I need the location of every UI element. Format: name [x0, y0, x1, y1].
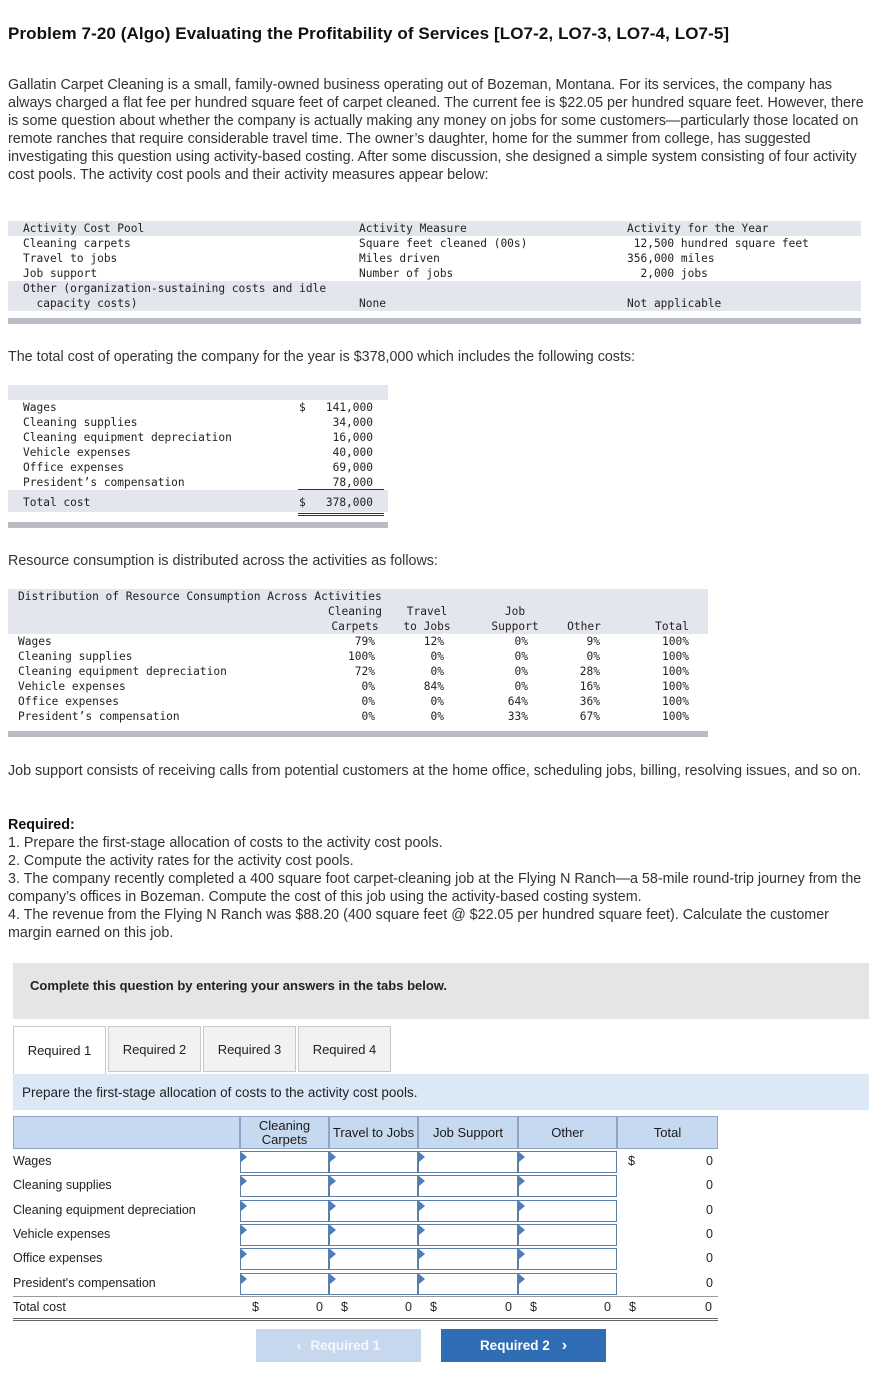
dist-travel-to-jobs: 12%	[423, 635, 444, 648]
next-button-label: Required 2	[479, 1338, 550, 1353]
dist-total: 100%	[662, 680, 689, 693]
dist-row-label: Cleaning equipment depreciation	[18, 665, 227, 678]
answer-header-total: Total	[617, 1116, 718, 1149]
answer-input-other[interactable]	[518, 1200, 617, 1222]
required-item-3: 3. The company recently completed a 400 square foot carpet-cleaning job at the Flying N Ranch—a 58-mile round-trip journey from the company’s offices in Bozeman. Compute the cost of this job using the activity-based costing system.	[8, 871, 862, 905]
answer-input-other[interactable]	[518, 1151, 617, 1173]
pool-name: Other (organization-sustaining costs and idle	[23, 282, 327, 295]
pool-name: Cleaning carpets	[23, 237, 131, 250]
answer-row-label: Vehicle expenses	[13, 1226, 111, 1241]
cost-dollar: $	[299, 401, 306, 414]
dist-job-support: 0%	[514, 665, 528, 678]
dist-cleaning-carpets: 0%	[361, 680, 375, 693]
pool-activity: 2,000 jobs	[627, 267, 708, 280]
dist-cleaning-carpets: 79%	[354, 635, 375, 648]
answer-input-other[interactable]	[518, 1273, 617, 1295]
dist-travel-to-jobs: 0%	[430, 650, 444, 663]
dist-job-support: 0%	[514, 680, 528, 693]
prev-button[interactable]	[256, 1329, 421, 1362]
cost-label: Vehicle expenses	[23, 446, 131, 459]
dist-total: 100%	[662, 710, 689, 723]
tab-required-1[interactable]: Required 1	[13, 1026, 106, 1074]
dist-row-label: Cleaning supplies	[18, 650, 133, 663]
answer-input-other[interactable]	[518, 1224, 617, 1246]
dist-head-tj2: to Jobs	[403, 620, 451, 633]
dist-total: 100%	[662, 665, 689, 678]
pool-measure: None	[359, 297, 386, 310]
required-item-4: 4. The revenue from the Flying N Ranch was $88.20 (400 square feet @ $22.05 per hundred square feet). Calculate the customer margin earned on this job.	[8, 907, 829, 941]
dist-total: 100%	[662, 695, 689, 708]
answer-row-total: 0	[706, 1178, 713, 1193]
answer-input-job-support[interactable]	[418, 1200, 518, 1222]
answer-header-job-support: Job Support	[418, 1116, 518, 1149]
instructions-box	[13, 963, 869, 1019]
answer-input-cleaning-carpets[interactable]	[240, 1175, 329, 1197]
cost-amount: 78,000	[332, 476, 373, 489]
dist-other: 16%	[579, 680, 600, 693]
dist-job-support: 0%	[514, 650, 528, 663]
dist-row-label: President’s compensation	[18, 710, 180, 723]
answer-header-blank	[13, 1116, 240, 1149]
answer-dollar: $	[628, 1154, 635, 1168]
dist-cleaning-carpets: 0%	[361, 695, 375, 708]
resource-text: Resource consumption is distributed across the activities as follows:	[8, 553, 438, 569]
cost-label: Office expenses	[23, 461, 125, 474]
cost-label: Wages	[23, 401, 57, 414]
prev-button-label: Required 1	[310, 1338, 381, 1353]
pool-measure: Square feet cleaned (00s)	[359, 237, 528, 250]
instruction-band	[13, 1074, 869, 1110]
answer-input-cleaning-carpets[interactable]	[240, 1273, 329, 1295]
dist-other: 36%	[579, 695, 600, 708]
answer-total-double-rule	[13, 1318, 718, 1321]
required-item-2: 2. Compute the activity rates for the activity cost pools.	[8, 853, 354, 869]
answer-input-travel-to-jobs[interactable]	[329, 1248, 418, 1270]
costs-bottom-rule	[8, 522, 388, 528]
answer-input-job-support[interactable]	[418, 1151, 518, 1173]
answer-total-label: Total cost	[13, 1300, 66, 1314]
pools-header-pool: Activity Cost Pool	[23, 222, 145, 235]
pool-measure: Miles driven	[359, 252, 440, 265]
answer-row-label: Cleaning supplies	[13, 1178, 112, 1193]
answer-input-travel-to-jobs[interactable]	[329, 1151, 418, 1173]
answer-header-other: Other	[518, 1116, 617, 1149]
intro-paragraph: Gallatin Carpet Cleaning is a small, family-owned business operating out of Bozeman, Montana. For its services, the company has always charged a flat fee per hundred square feet of carpet cleaned. The current fee is $22.05 per hundred square feet. However, there is some question about whether the company is actually making any money on jobs for some customers—particularly those located on remote ranches that require considerable travel time. The owner’s daughter, home for the summer from college, has suggested investigating this question using activity-based costing. After some discussion, she designed a simple system consisting of four activity cost pools. The activity cost pools and their activity measures appear below:	[8, 77, 864, 183]
dist-head-other: Other	[567, 620, 601, 633]
answer-header-cleaning-carpets: Cleaning Carpets	[240, 1116, 329, 1149]
dist-cleaning-carpets: 100%	[348, 650, 375, 663]
answer-input-cleaning-carpets[interactable]	[240, 1151, 329, 1173]
instruction-text: Prepare the first-stage allocation of costs to the activity cost pools.	[22, 1085, 418, 1100]
answer-input-travel-to-jobs[interactable]	[329, 1273, 418, 1295]
pool-activity: 356,000 miles	[627, 252, 715, 265]
answer-input-travel-to-jobs[interactable]	[329, 1224, 418, 1246]
dist-job-support: 0%	[514, 635, 528, 648]
answer-input-other[interactable]	[518, 1175, 617, 1197]
pool-activity: 12,500 hundred square feet	[627, 237, 809, 250]
cost-amount: 34,000	[332, 416, 373, 429]
answer-input-job-support[interactable]	[418, 1273, 518, 1295]
dist-total: 100%	[662, 635, 689, 648]
pools-header-activity: Activity for the Year	[627, 222, 769, 235]
answer-input-job-support[interactable]	[418, 1175, 518, 1197]
page-title: Problem 7-20 (Algo) Evaluating the Profitability of Services [LO7-2, LO7-3, LO7-4, LO7-5]	[8, 24, 730, 43]
job-support-text: Job support consists of receiving calls from potential customers at the home office, scheduling jobs, billing, resolving issues, and so on.	[8, 763, 862, 779]
dist-row-label: Wages	[18, 635, 52, 648]
answer-row-total: 0	[706, 1275, 713, 1290]
answer-input-cleaning-carpets[interactable]	[240, 1224, 329, 1246]
answer-row-total: 0	[706, 1226, 713, 1241]
answer-total-total: 0	[705, 1300, 712, 1314]
dist-other: 9%	[586, 635, 600, 648]
pool-name: capacity costs)	[23, 297, 138, 310]
pools-bottom-rule	[8, 318, 861, 324]
dist-travel-to-jobs: 84%	[423, 680, 444, 693]
costs-total-amount: 378,000	[325, 496, 373, 509]
answer-row-label: President's compensation	[13, 1275, 156, 1290]
answer-row-total: 0	[706, 1202, 713, 1217]
cost-amount: 40,000	[332, 446, 373, 459]
dist-caption: Distribution of Resource Consumption Across Activities	[18, 590, 382, 603]
answer-row-total: 0	[706, 1251, 713, 1266]
answer-row-total: 0	[706, 1154, 713, 1168]
cost-label: Cleaning equipment depreciation	[23, 431, 232, 444]
answer-row-label: Cleaning equipment depreciation	[13, 1202, 196, 1217]
dist-other: 67%	[579, 710, 600, 723]
tab-required-3[interactable]: Required 3	[203, 1026, 296, 1072]
dist-travel-to-jobs: 0%	[430, 665, 444, 678]
answer-input-job-support[interactable]	[418, 1224, 518, 1246]
next-button[interactable]	[441, 1329, 606, 1362]
answer-total-job-support: 0	[505, 1300, 512, 1314]
required-list	[8, 834, 876, 942]
dist-travel-to-jobs: 0%	[430, 710, 444, 723]
dist-job-support: 64%	[507, 695, 528, 708]
dist-other: 0%	[586, 650, 600, 663]
answer-total-dollar: $	[430, 1300, 437, 1314]
chevron-right-icon: ›	[561, 1336, 568, 1354]
cost-amount: 16,000	[332, 431, 373, 444]
total-cost-text: The total cost of operating the company for the year is $378,000 which includes the following costs:	[8, 349, 636, 365]
answer-input-other[interactable]	[518, 1248, 617, 1270]
dist-job-support: 33%	[507, 710, 528, 723]
answer-total-cleaning-carpets: 0	[316, 1300, 323, 1314]
costs-header-band	[8, 385, 388, 400]
dist-row-label: Office expenses	[18, 695, 120, 708]
answer-input-travel-to-jobs[interactable]	[329, 1200, 418, 1222]
dist-head-cc2: Carpets	[331, 620, 379, 633]
complete-text: Complete this question by entering your answers in the tabs below.	[30, 978, 448, 993]
pool-measure: Number of jobs	[359, 267, 454, 280]
answer-row-label: Office expenses	[13, 1251, 103, 1266]
pools-header-measure: Activity Measure	[359, 222, 467, 235]
answer-total-other: 0	[604, 1300, 611, 1314]
dist-bottom-rule	[8, 731, 708, 737]
pool-name: Job support	[23, 267, 98, 280]
cost-label: President’s compensation	[23, 476, 185, 489]
required-item-1: 1. Prepare the first-stage allocation of costs to the activity cost pools.	[8, 835, 443, 851]
dist-row-label: Vehicle expenses	[18, 680, 126, 693]
dist-cleaning-carpets: 0%	[361, 710, 375, 723]
answer-input-cleaning-carpets[interactable]	[240, 1200, 329, 1222]
tab-required-2[interactable]: Required 2	[108, 1026, 201, 1072]
answer-total-rule	[13, 1296, 718, 1297]
dist-total: 100%	[662, 650, 689, 663]
costs-subtotal-rule	[298, 489, 384, 490]
dist-cleaning-carpets: 72%	[354, 665, 375, 678]
required-heading: Required:	[8, 817, 75, 833]
answer-input-travel-to-jobs[interactable]	[329, 1175, 418, 1197]
dist-other: 28%	[579, 665, 600, 678]
dist-head-cc1: Cleaning	[328, 605, 382, 618]
costs-total-dollar: $	[299, 496, 306, 509]
answer-header-travel-to-jobs: Travel to Jobs	[329, 1116, 418, 1149]
cost-amount: 141,000	[325, 401, 373, 414]
dist-head-tj1: Travel	[406, 605, 448, 618]
cost-label: Cleaning supplies	[23, 416, 138, 429]
pool-name: Travel to jobs	[23, 252, 118, 265]
cost-amount: 69,000	[332, 461, 373, 474]
chevron-left-icon: ‹	[296, 1338, 302, 1353]
costs-total-label: Total cost	[23, 496, 91, 509]
answer-input-job-support[interactable]	[418, 1248, 518, 1270]
dist-travel-to-jobs: 0%	[430, 695, 444, 708]
answer-total-travel-to-jobs: 0	[405, 1300, 412, 1314]
answer-total-dollar: $	[629, 1300, 636, 1314]
dist-head-total: Total	[655, 620, 689, 633]
dist-head-js2: Support	[491, 620, 539, 633]
answer-total-dollar: $	[252, 1300, 259, 1314]
costs-total-rule	[298, 513, 384, 516]
answer-input-cleaning-carpets[interactable]	[240, 1248, 329, 1270]
dist-head-js1: Job	[504, 605, 526, 618]
tab-required-4[interactable]: Required 4	[298, 1026, 391, 1072]
answer-total-dollar: $	[341, 1300, 348, 1314]
answer-total-dollar: $	[530, 1300, 537, 1314]
pool-activity: Not applicable	[627, 297, 722, 310]
answer-row-label: Wages	[13, 1154, 52, 1168]
